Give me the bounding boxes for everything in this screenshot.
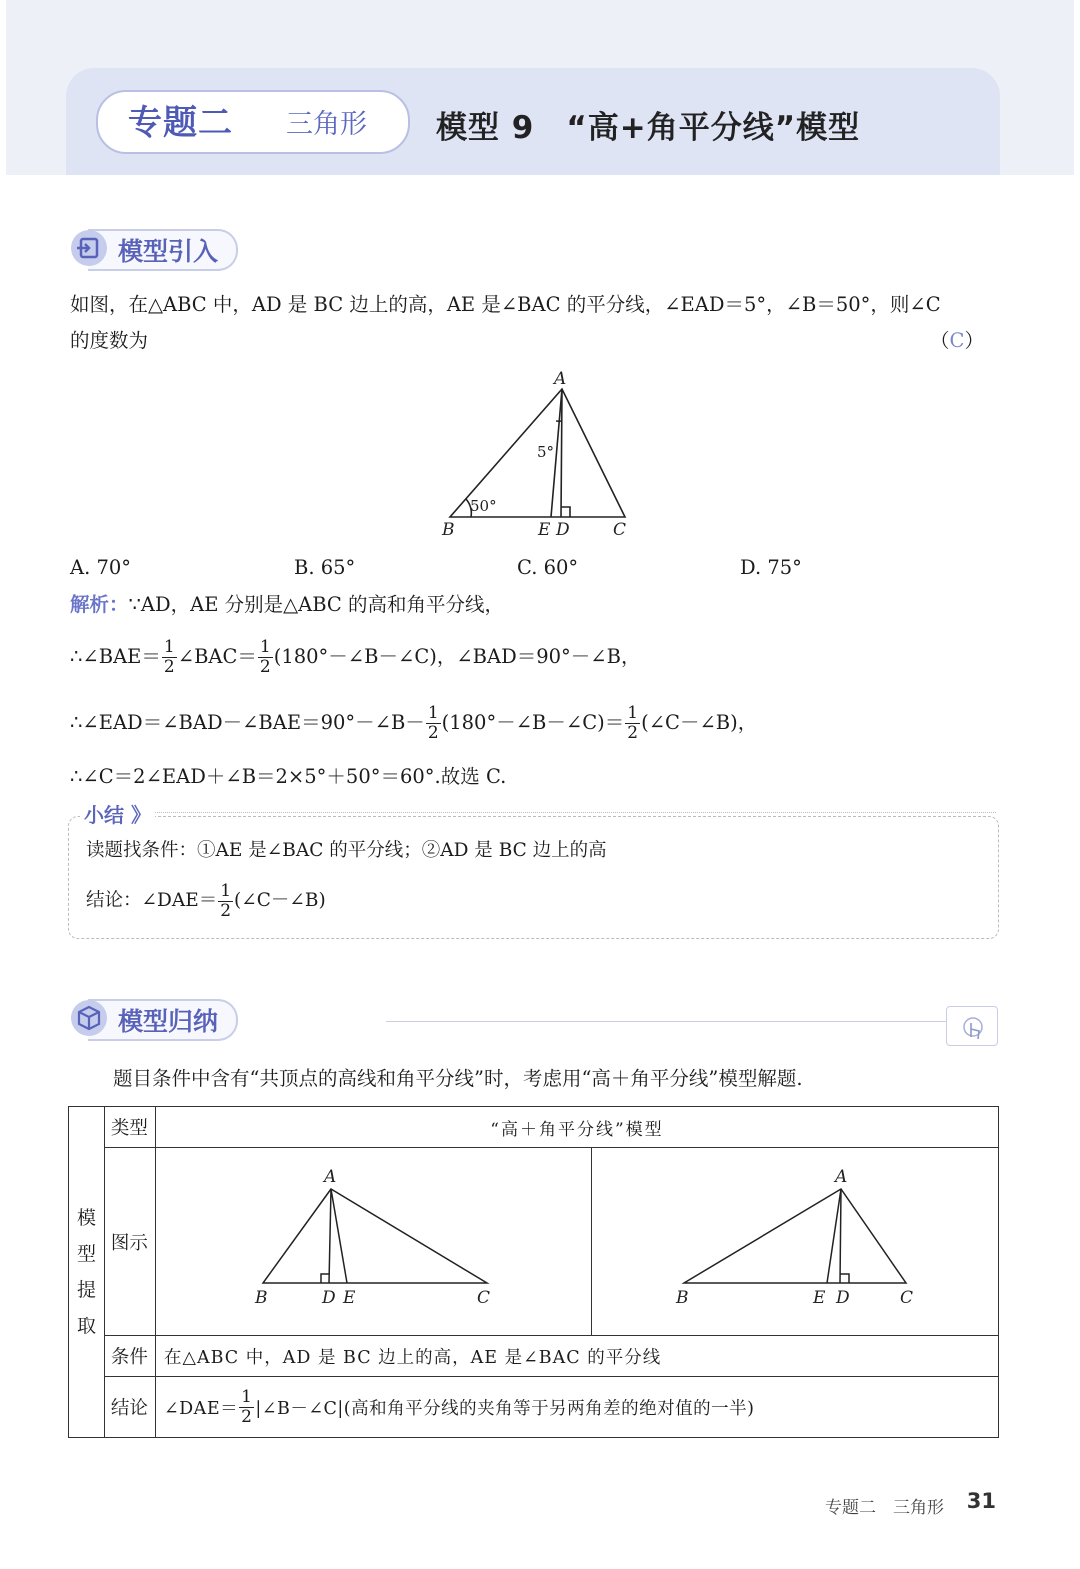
figure-triangle-3 xyxy=(593,1149,997,1329)
figure-cell-left xyxy=(155,1148,591,1336)
type-value: “高＋角平分线”模型 xyxy=(155,1107,998,1148)
summary-line-1: 读题找条件：①AE 是∠BAC 的平分线；②AD 是 BC 边上的高 xyxy=(86,840,607,861)
page-title: 模型 9 “高+角平分线”模型 xyxy=(436,110,861,146)
condition-label: 条件 xyxy=(104,1336,155,1377)
svg-text:E: E xyxy=(342,1288,356,1308)
type-label: 类型 xyxy=(104,1107,155,1148)
analysis-line-4: ∴∠C＝2∠EAD＋∠B＝2×5°＋50°＝60°.故选 C. xyxy=(70,765,507,788)
table-side-header: 模 型 提 取 xyxy=(69,1107,105,1438)
conclusion-value: ∠DAE＝ $\frac{1}{2}$ |∠B－∠C|(高和角平分线的夹角等于另两角差的绝对值的一半) xyxy=(155,1377,998,1438)
svg-text:D: D xyxy=(321,1288,336,1308)
angle-EAD-label: 5° xyxy=(537,443,555,461)
label-D: D xyxy=(556,520,570,540)
question-line-1: 如图，在△ABC 中，AD 是 BC 边上的高，AE 是∠BAC 的平分线，∠EAD＝5°，∠B＝50°，则∠C xyxy=(70,293,941,316)
answer-bracket: （C） xyxy=(930,329,984,352)
option-d: D. 75° xyxy=(740,556,802,579)
question-line-2: 的度数为 xyxy=(70,329,149,352)
page-number: 31 xyxy=(966,1489,996,1513)
svg-text:C: C xyxy=(900,1288,914,1308)
import-icon xyxy=(71,230,107,266)
analysis-line-2: ∴∠BAE＝ $\frac{1}{2}$ ∠BAC＝ $\frac{1}{2}$ (180°－∠B－∠C)，∠BAD＝90°－∠B， xyxy=(70,636,641,677)
analysis-label: 解析： xyxy=(70,593,129,616)
label-A: A xyxy=(554,369,567,389)
analysis-line-3: ∴∠EAD＝∠BAD－∠BAE＝90°－∠B－ $\frac{1}{2}$ (180°－∠B－∠C)＝ $\frac{1}{2}$ (∠C－∠B)， xyxy=(70,702,758,743)
footer-chapter: 专题二 三角形 xyxy=(825,1498,944,1518)
analysis-line-1: 解析：∵AD，AE 分别是△ABC 的高和角平分线， xyxy=(70,593,505,616)
click-icon xyxy=(946,1006,998,1046)
option-c: C. 60° xyxy=(517,556,579,579)
section-divider xyxy=(386,1021,946,1022)
svg-text:A: A xyxy=(323,1167,337,1187)
label-E: E xyxy=(538,520,551,540)
figure-cell-right xyxy=(592,1148,999,1336)
summary-label: 小结 》 xyxy=(80,799,155,828)
option-b: B. 65° xyxy=(294,556,356,579)
svg-text:B: B xyxy=(254,1288,268,1308)
cube-icon xyxy=(71,1000,107,1036)
svg-text:A: A xyxy=(835,1167,848,1187)
topic-title: 专题二 xyxy=(128,103,233,143)
section-title-summary: 模型归纳 xyxy=(118,1007,219,1036)
model-table xyxy=(68,1106,999,1438)
model-intro-text: 题目条件中含有“共顶点的高线和角平分线”时，考虑用“高＋角平分线”模型解题. xyxy=(113,1067,803,1090)
figure-triangle-2 xyxy=(157,1149,590,1329)
svg-text:D: D xyxy=(836,1288,850,1308)
angle-B-label: 50° xyxy=(470,497,497,515)
option-a: A. 70° xyxy=(70,556,132,579)
section-title-intro: 模型引入 xyxy=(118,237,219,266)
svg-text:E: E xyxy=(813,1288,826,1308)
conclusion-label: 结论 xyxy=(104,1377,155,1438)
figure-triangle-1 xyxy=(420,365,660,545)
figure-label: 图示 xyxy=(104,1148,155,1336)
label-C: C xyxy=(613,520,627,540)
svg-text:C: C xyxy=(476,1288,490,1308)
summary-line-2: 结论：∠DAE＝ $\frac{1}{2}$ (∠C－∠B) xyxy=(86,880,326,921)
label-B: B xyxy=(442,520,455,540)
topic-subtitle: 三角形 xyxy=(286,109,367,140)
svg-text:B: B xyxy=(676,1288,689,1308)
summary-divider xyxy=(150,812,996,813)
condition-value: 在△ABC 中，AD 是 BC 边上的高，AE 是∠BAC 的平分线 xyxy=(155,1336,998,1377)
answer-value: C xyxy=(949,329,965,352)
